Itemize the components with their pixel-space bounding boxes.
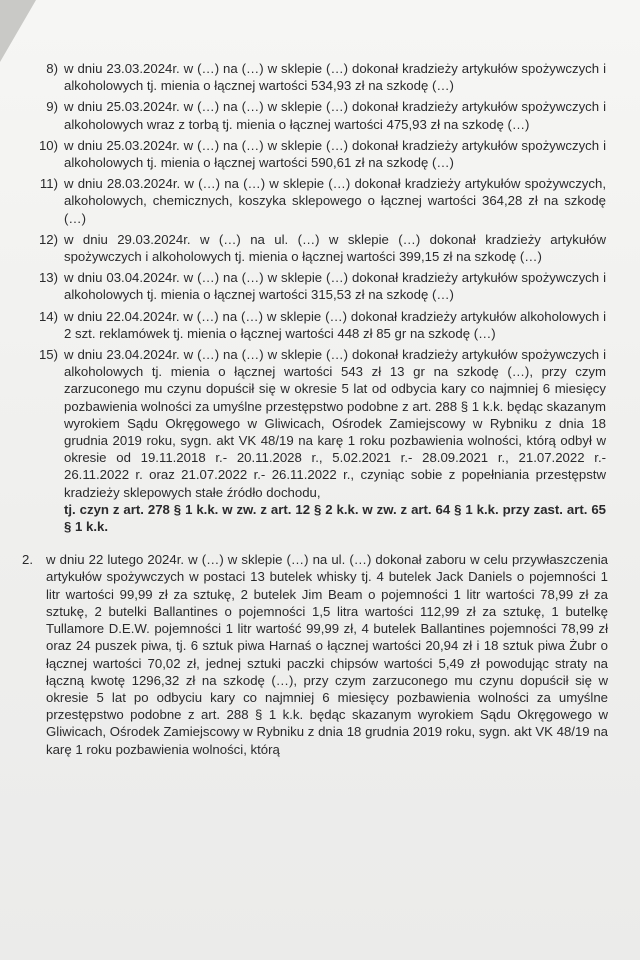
item-text-container: [64, 346, 622, 535]
item-number: 8): [46, 61, 58, 76]
item-text: w dniu 29.03.2024r. w (…) na ul. (…) w sklepie (…) dokonał kradzieży artykułów spożywczych i alkoholowych tj. mienia o łącznej wartości 399,15 zł na szkodę (…): [64, 231, 606, 265]
item-number: 14): [38, 308, 58, 324]
folded-corner: [0, 0, 36, 62]
section-number: 2.: [22, 552, 33, 568]
item-number: 12): [38, 231, 58, 247]
list-item: [22, 231, 622, 265]
item-text: w dniu 23.03.2024r. w (…) na (…) w sklepie (…) dokonał kradzieży artykułów spożywczych i alkoholowych tj. mienia o łącznej wartości 534,93 zł na szkodę (…): [64, 61, 606, 94]
item-number: 11): [39, 176, 58, 192]
item-text: w dniu 23.04.2024r. w (…) na (…) w sklepie (…) dokonał kradzieży artykułów spożywczych i alkoholowych tj. mienia o łącznej wartości 543 zł 13 gr na szkodę (…), przy czym zarzuconego mu czynu dopuścił się w okresie 5 lat od odbycia kary co najmniej 6 miesięcy pozbawienia wolności za umyślne przestępstwo podobne z art. 288 § 1 k.k. będąc skazanym wyrokiem Sądu Okręgowego w Gliwicach, Ośrodek Zamiejscowy w Rybniku z dnia 18 grudnia 2019 roku, sygn. akt VK 48/19 na karę 1 roku pozbawienia wolności, którą odbył w okresie od 19.11.2018 r.- 20.11.2028 r., 5.02.2021 r.- 28.09.2021 r., 21.07.2022 r.- 26.11.2022 r. oraz 21.07.2022 r.- 26.11.2022 r., czyniąc sobie z popełniania przestępstw kradzieży sklepowych stałe źródło dochodu,: [64, 347, 606, 500]
list-item: [22, 308, 622, 342]
section-2: [22, 551, 622, 757]
item-number: 13): [38, 270, 58, 286]
list-item: [22, 269, 622, 303]
list-item: [22, 175, 622, 227]
item-text: w dniu 03.04.2024r. w (…) na (…) w sklepie (…) dokonał kradzieży artykułów spożywczych i alkoholowych tj. mienia o łącznej wartości 315,53 zł na szkodę (…): [64, 270, 606, 303]
item-text: w dniu 25.03.2024r. w (…) na (…) w sklepie (…) dokonał kradzieży artykułów spożywczych i alkoholowych wraz z torbą tj. mienia o łącznej wartości 475,93 zł na szkodę (…): [64, 99, 606, 132]
item-number: 15): [38, 347, 58, 363]
legal-qualification: tj. czyn z art. 278 § 1 k.k. w zw. z art. 12 § 2 k.k. w zw. z art. 64 § 1 k.k. przy zast. art. 65 § 1 k.k.: [64, 501, 606, 535]
list-item: [22, 60, 622, 94]
item-text: w dniu 22.04.2024r. w (…) na (…) w sklepie (…) dokonał kradzieży artykułów alkoholowych i 2 szt. reklamówek tj. mienia o łącznej wartości 448 zł 85 gr na szkodę (…): [64, 308, 606, 341]
item-number: 10): [38, 137, 58, 153]
section-text: w dniu 22 lutego 2024r. w (…) w sklepie (…) na ul. (…) dokonał zaboru w celu przywłaszczenia artykułów spożywczych w postaci 13 butelek whisky tj. 4 butelek Jack Daniels o pojemności 1 litr wartości 99,99 zł za sztukę, 2 butelek Jim Beam o pojemności 1 litr wartości 78,99 zł za sztukę, 2 butelki Ballantines o pojemności 1,5 litra wartości 112,99 zł za sztukę, 1 butelkę Tullamore D.E.W. pojemności 1 litr wartość 99,99 zł, 4 butelek Ballantines pojemności 78,99 zł oraz 24 puszek piwa, tj. 6 sztuk piwa Harnaś o łącznej wartości 20,94 zł i 18 sztuk piwa Żubr o łącznej wartości 70,02 zł, jednej sztuki paczki chipsów wartości 5,49 zł powodując straty na łączną kwotę 1296,32 zł na szkodę (…), przy czym zarzuconego mu czynu dopuścił się w okresie 5 lat po odbyciu kary co najmniej 6 miesięcy pozbawienia wolności za umyślne przestępstwo podobne z art. 288 § 1 k.k. będąc skazanym wyrokiem Sądu Okręgowego w Gliwicach, Ośrodek Zamiejscowy w Rybniku z dnia 18 grudnia 2019 roku, sygn. akt VK 48/19 na karę 1 roku pozbawienia wolności, którą: [46, 552, 608, 757]
item-text: w dniu 25.03.2024r. w (…) na (…) w sklepie (…) dokonał kradzieży artykułów spożywczych i alkoholowych tj. mienia o łącznej wartości 590,61 zł na szkodę (…): [64, 137, 606, 171]
item-number: 9): [46, 99, 58, 115]
list-item: [22, 137, 622, 171]
list-item: [22, 98, 622, 132]
list-item: [22, 346, 622, 535]
item-text: w dniu 28.03.2024r. w (…) na (…) w sklepie (…) dokonał kradzieży artykułów spożywczych, alkoholowych, chemicznych, koszyka sklepowego o łącznej wartości 364,28 zł na szkodę (…): [64, 176, 606, 226]
document-body: [22, 60, 622, 758]
